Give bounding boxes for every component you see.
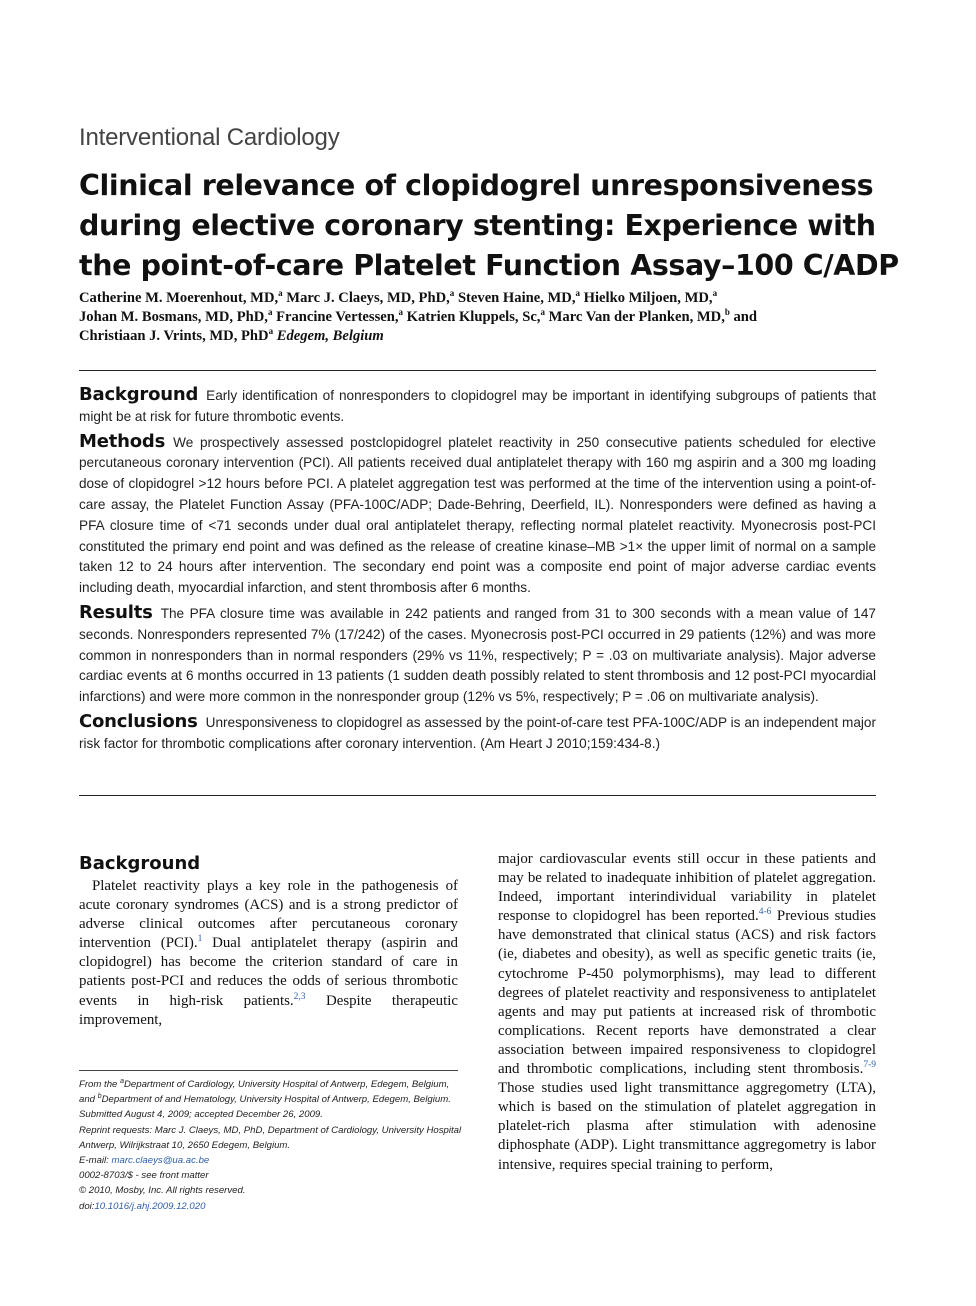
author: Marc Van der Planken, MD,: [548, 309, 725, 325]
abstract-top-rule: [79, 370, 876, 371]
footnote-email: E-mail: marc.claeys@ua.ac.be: [79, 1155, 210, 1167]
affiliation-mark: b: [724, 307, 730, 318]
affiliation-mark: a: [398, 307, 404, 318]
author-location: Edegem, Belgium: [276, 328, 384, 344]
abstract-heading: Methods: [79, 430, 166, 452]
abstract-results: Results The PFA closure time was available in 242 patients and ranged from 31 to 300 seconds with a mean value of 147 seconds. Nonresponders represented 7% (17/242) of the cases. Myonecrosis post-PCI occurred in 29 patients (12%) and was more common in nonresponders than in normal responders (29% vs 11%, respectively; P = .03 on multivariate analysis). Major adverse cardiac events at 6 months occurred in 13 patients (1 sudden death possibly related to stent thrombosis and 12 post-PCI myocardial infarctions) and were more common in the nonresponder group (12% vs 5%, respectively; P = .06 on multivariate analysis).: [79, 601, 876, 705]
footnote-rule: [79, 1070, 458, 1071]
citation-link[interactable]: 7-9: [863, 1060, 876, 1071]
abstract-bottom-rule: [79, 795, 876, 796]
author-list: Catherine M. Moerenhout, MD,$^a$ Marc J. Claeys, MD, PhD,$^a$ Steven Haine, MD,$^a$ Hielko Miljoen, MD,$^a$ Johan M. Bosmans, MD, PhD,$^a$ Francine Vertessen,$^a$ Katrien Kluppels, Sc,$^a$ Marc Van der Planken, MD,$^b$ and Christiaan J. Vrints, MD, PhD$^a$ Edegem, Belgium: [79, 288, 758, 344]
footnote-affiliation: From the $^a$Department of Cardiology, University Hospital of Antwerp, Edegem, Belgium,: [79, 1077, 450, 1090]
body-paragraph: Platelet reactivity plays a key role in the pathogenesis of acute coronary syndromes (ACS) and is a strong predictor of adverse clinical outcomes after percutaneous coronary intervention (PCI).$^1$ Dual antiplatelet therapy (aspirin and clopidogrel) has become the criterion standard of care in patients post-PCI and reduces the odds of serious thrombotic events in high-risk patients.$^{2,3}$ Despite therapeutic improvement,: [79, 878, 458, 1028]
affiliation-mark: a: [540, 307, 545, 318]
affiliation-mark: a: [278, 288, 283, 299]
body-section-heading: Background: [79, 853, 201, 874]
author: Steven Haine, MD,: [457, 290, 576, 306]
email-link[interactable]: marc.claeys@ua.ac.be: [111, 1155, 210, 1167]
footnote-affiliation: and $^b$Department of and Hematology, University Hospital of Antwerp, Edegem, Belgium.: [79, 1093, 451, 1106]
footnote-copyright: © 2010, Mosby, Inc. All rights reserved.: [79, 1185, 246, 1197]
author: Marc J. Claeys, MD, PhD,: [286, 290, 450, 306]
author: Francine Vertessen,: [276, 309, 399, 325]
citation-link[interactable]: 1: [197, 934, 203, 945]
author: Johan M. Bosmans, MD, PhD,: [79, 309, 268, 325]
footnote-reprint: Reprint requests: Marc J. Claeys, MD, PhD, Department of Cardiology, University Hospital: [79, 1124, 462, 1136]
abstract-heading: Background: [79, 384, 199, 405]
affiliation-mark: a: [267, 307, 273, 318]
footnote-reprint-address: Antwerp, Wilrijkstraat 10, 2650 Edegem, Belgium.: [79, 1139, 291, 1151]
abstract-background: Background Early identification of nonresponders to clopidogrel may be important in identifying subgroups of patients that might be at risk for future thrombotic events.: [79, 384, 876, 424]
abstract-methods: Methods We prospectively assessed postclopidogrel platelet reactivity in 250 consecutive patients scheduled for elective percutaneous coronary intervention (PCI). All patients received dual antiplatelet therapy with 160 mg aspirin and a 300 mg loading dose of clopidogrel >12 hours before PCI. A platelet aggregation test was performed at the time of the intervention using a point-of-care assay, the Platelet Function Assay (PFA-100C/ADP; Dade-Behring, Deerfield, IL). Nonresponders were defined as having a PFA closure time of <71 seconds under dual oral antiplatelet therapy, reflecting normal platelet reactivity. Myonecrosis post-PCI constituted the primary end point and was defined as the release of creatine kinase–MB >1× the upper limit of normal on a sample taken 12 to 24 hours after intervention. The secondary end point was a composite end point of major adverse cardiac events including death, myocardial infarction, and stent thrombosis after 6 months.: [79, 430, 876, 596]
citation-link[interactable]: 4-6: [758, 907, 772, 918]
footnote-issn: 0002-8703/$ - see front matter: [79, 1170, 209, 1182]
abstract-heading: Results: [79, 601, 153, 623]
author: Katrien Kluppels, Sc,: [406, 309, 541, 325]
article-title: Clinical relevance of clopidogrel unresponsiveness during elective coronary stenting: Experience with the point-of-care Platelet Function Assay–100 C/ADP: [79, 169, 899, 282]
affiliation-mark: a: [712, 288, 718, 299]
abstract-conclusions: Conclusions Unresponsiveness to clopidogrel as assessed by the point-of-care test PFA-100C/ADP is an independent major risk factor for thrombotic complications after coronary intervention. (Am Heart J 2010;159:434-8.): [79, 710, 876, 751]
abstract: [79, 385, 876, 759]
abstract-heading: Conclusions: [79, 710, 198, 732]
affiliation-mark: a: [575, 288, 580, 299]
author: Christiaan J. Vrints, MD, PhD: [79, 328, 269, 344]
author: Hielko Miljoen, MD,: [583, 290, 713, 306]
footnotes: [79, 1077, 461, 1214]
citation-link[interactable]: 2,3: [293, 991, 306, 1002]
section-label: Interventional Cardiology: [79, 124, 340, 151]
affiliation-mark: a: [268, 326, 274, 337]
body-column-left: [79, 851, 458, 1030]
doi-link[interactable]: 10.1016/j.ahj.2009.12.020: [94, 1200, 206, 1212]
affiliation-mark: a: [449, 288, 455, 299]
footnote-doi: doi:10.1016/j.ahj.2009.12.020: [79, 1200, 206, 1212]
body-column-right: [498, 850, 876, 1175]
author: Catherine M. Moerenhout, MD,: [79, 290, 279, 306]
footnote-submitted: Submitted August 4, 2009; accepted December 26, 2009.: [79, 1109, 323, 1121]
body-paragraph: major cardiovascular events still occur in these patients and may be related to inadequate inhibition of platelet aggregation. Indeed, important interindividual variability in platelet response to clopidogrel has been reported.$^{4-6}$ Previous studies have demonstrated that clinical status (ACS) and risk factors (ie, diabetes and obesity), as well as specific genetic traits (ie, cytochrome P-450 polymorphisms), may lead to different degrees of platelet reactivity and responsiveness to antiplatelet agents and may put patients at increased risk of thrombotic complications. Recent reports have demonstrated a clear association between impaired responsiveness to clopidogrel and thrombotic complications, including stent thrombosis.$^{7-9}$ Those studies used light transmittance aggregometry (LTA), which is based on the stimulation of platelet aggregation in platelet-rich plasma after stimulation with adenosine diphosphate (ADP). Light transmittance aggregometry is labor intensive, requires special training to perform,: [498, 851, 876, 1173]
